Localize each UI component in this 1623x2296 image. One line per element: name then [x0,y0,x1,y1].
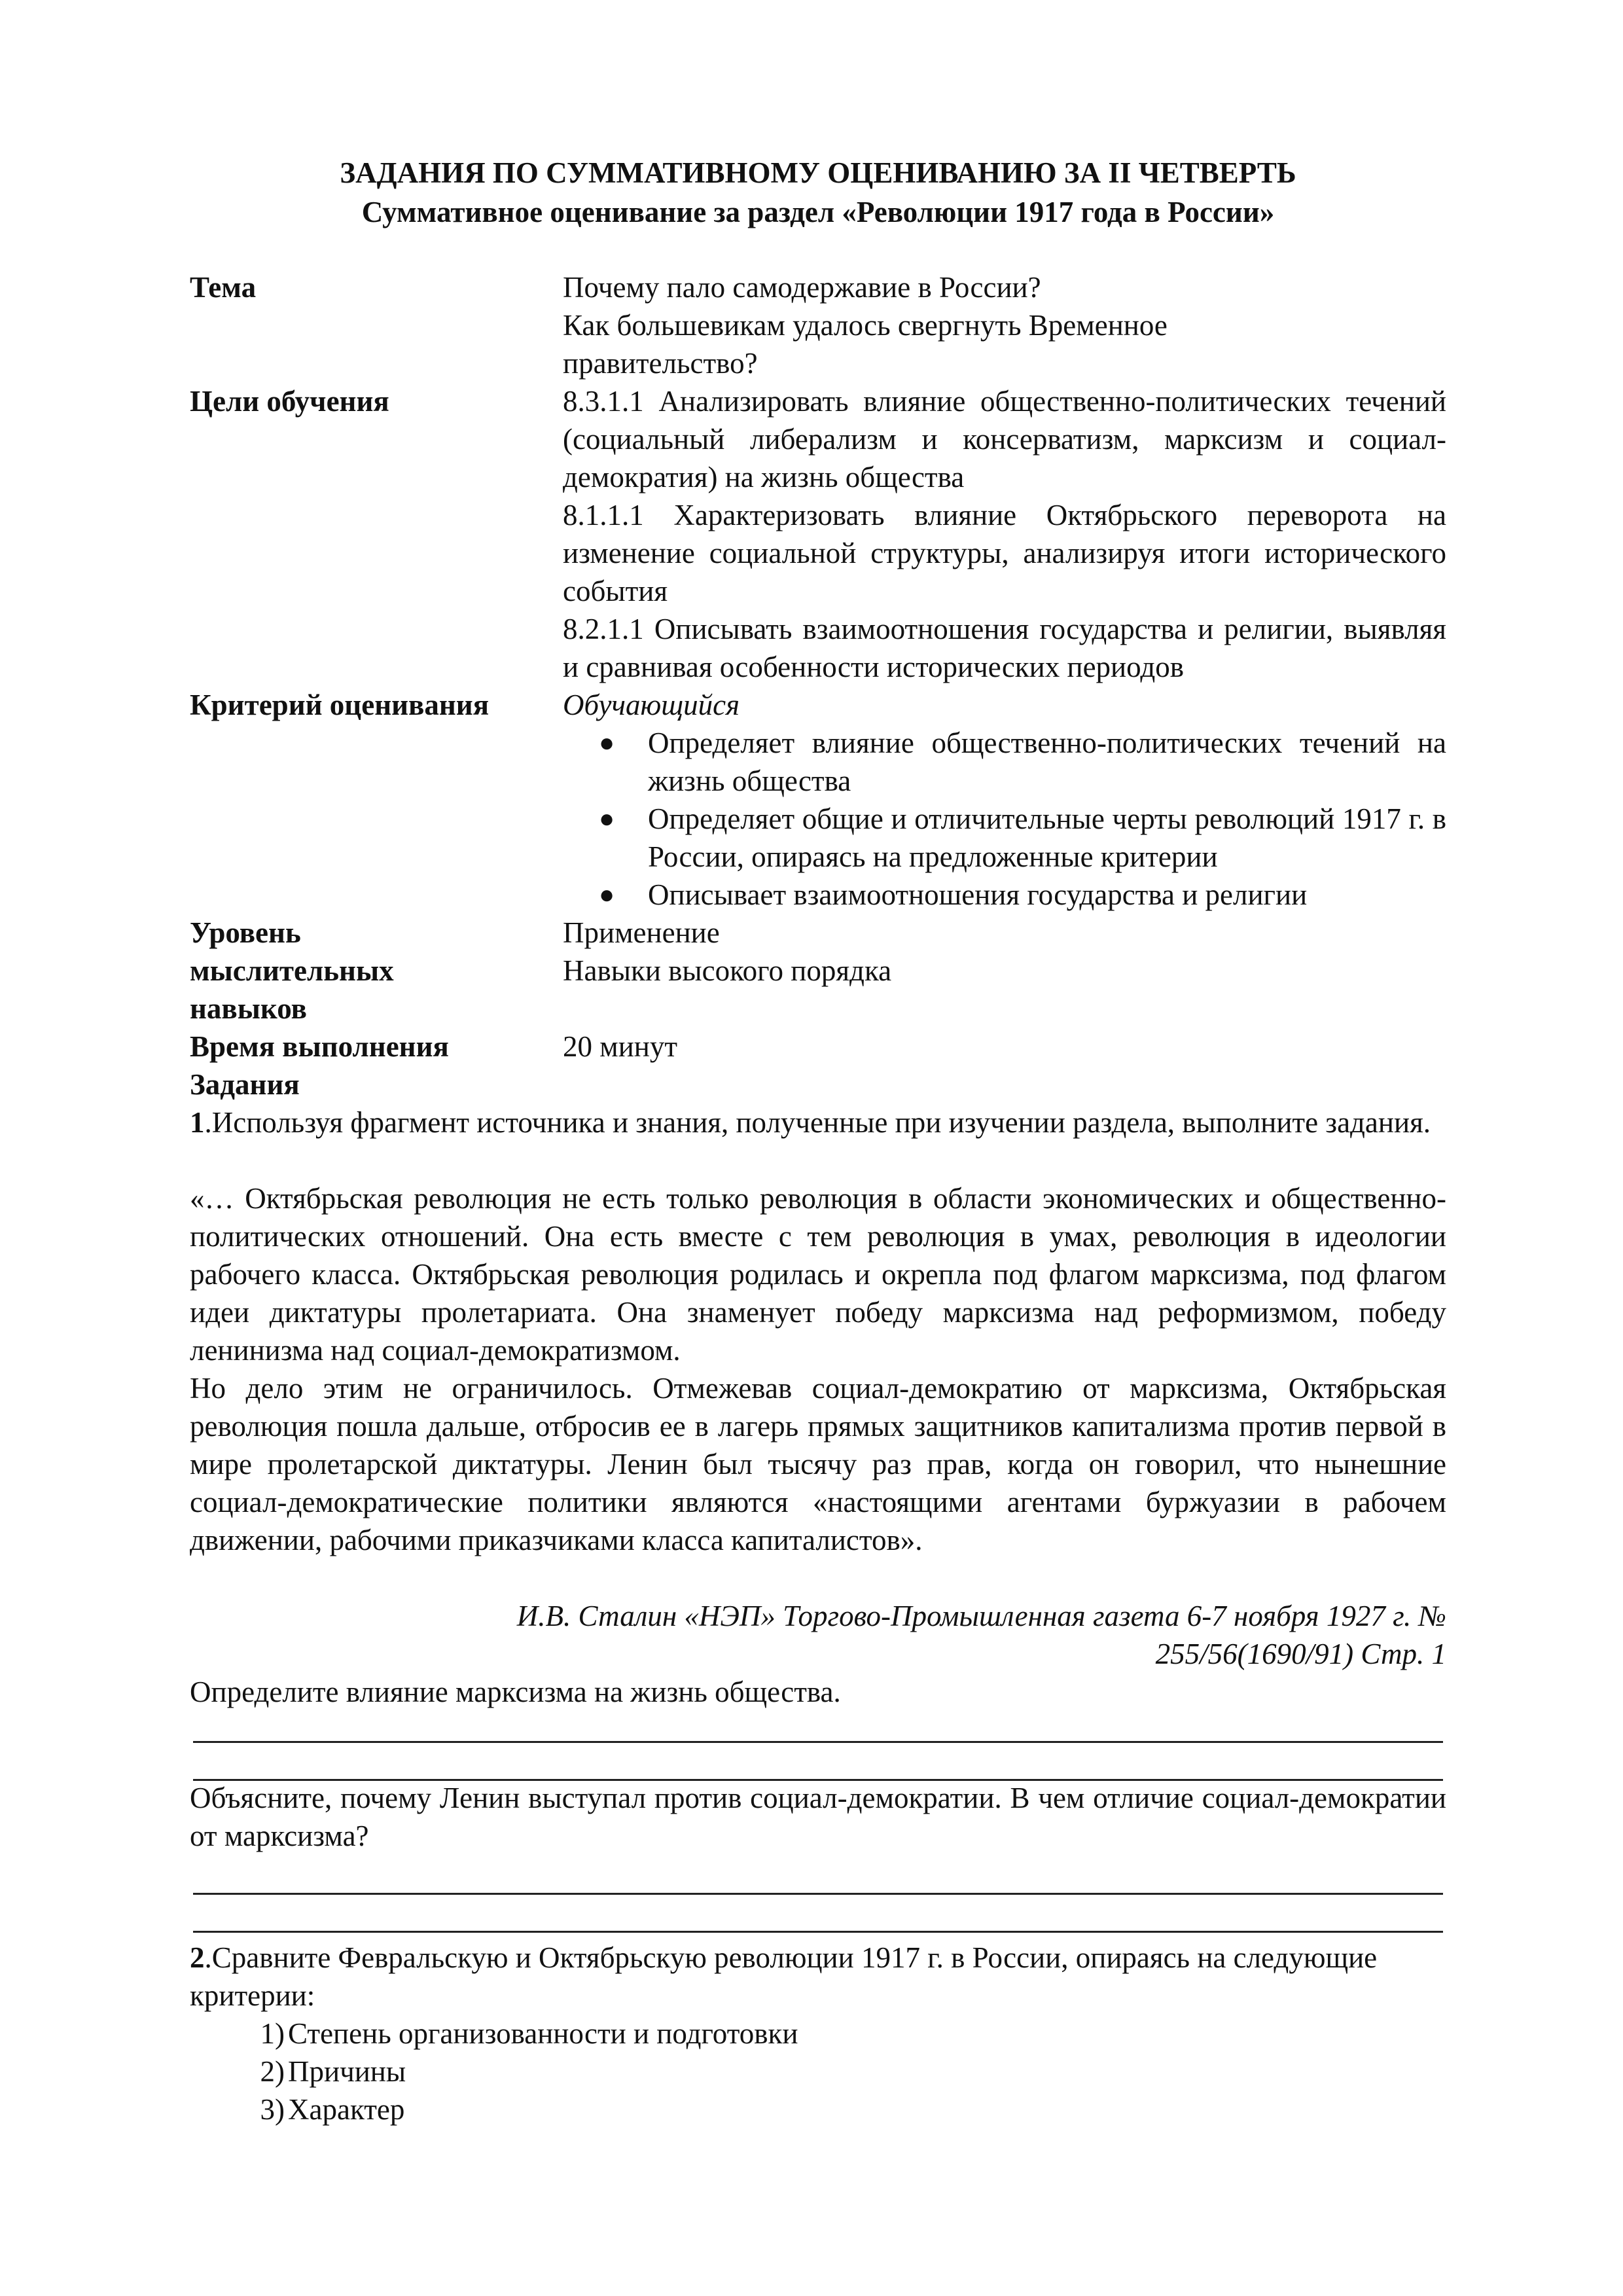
criteria-item: Определяет общие и отличительные черты революций 1917 г. в России, опираясь на предложенные критерии [648,802,1446,873]
goal-item: 8.3.1.1 Анализировать влияние общественно-политических течений (социальный либерализм и консерватизм, марксизм и социал-демократия) на жизнь общества [563,385,1446,493]
time-value: 20 минут [563,1030,678,1063]
bullet-icon: ● [599,880,615,909]
topic-line-3: правительство? [563,347,758,380]
goals-label: Цели обучения [190,385,389,418]
task1-intro-text: .Используя фрагмент источника и знания, полученные при изучении раздела, выполните задания. [204,1106,1431,1139]
topic-line-1: Почему пало самодержавие в России? [563,271,1041,304]
answer-line[interactable] [193,1893,1443,1895]
bullet-icon: ● [599,804,615,833]
task2-criterion: Характер [288,2093,405,2126]
goal-item: 8.1.1.1 Характеризовать влияние Октябрьского переворота на изменение социальной структуры, анализируя итоги исторического события [563,499,1446,607]
task2-criterion: Степень организованности и подготовки [288,2017,798,2050]
task2-criterion: Причины [288,2055,406,2088]
task1-question-2: Объясните, почему Ленин выступал против социал-демократии. В чем отличие социал-демократии от марксизма? [190,1782,1446,1852]
task1-question-1: Определите влияние марксизма на жизнь общества. [190,1676,841,1708]
time-label: Время выполнения [190,1030,449,1063]
task1-number: 1 [190,1106,205,1139]
page-title: ЗАДАНИЯ ПО СУММАТИВНОМУ ОЦЕНИВАНИЮ ЗА II ЧЕТВЕРТЬ [340,156,1296,189]
answer-line[interactable] [193,1741,1443,1743]
level-item: Применение [563,916,720,949]
task2-criterion-number: 3) [260,2093,285,2126]
page-subtitle: Суммативное оценивание за раздел «Революции 1917 года в России» [361,196,1275,228]
goal-item: 8.2.1.1 Описывать взаимоотношения государства и религии, выявляя и сравнивая особенности исторических периодов [563,613,1446,683]
task1-source-line-1: И.В. Сталин «НЭП» Торгово-Промышленная газета 6-7 ноября 1927 г. № [516,1600,1446,1632]
task1-source-line-2: 255/56(1690/91) Стр. 1 [1155,1638,1446,1670]
task2-number: 2 [190,1941,205,1974]
levels-label-3: навыков [190,992,307,1025]
answer-line[interactable] [193,1931,1443,1933]
criteria-item: Определяет влияние общественно-политических течений на жизнь общества [648,726,1446,797]
tasks-label: Задания [190,1068,300,1101]
criteria-item: Описывает взаимоотношения государства и религии [648,878,1308,911]
task1-quote-paragraph-2: Но дело этим не ограничилось. Отмежевав социал-демократию от марксизма, Октябрьская революция пошла дальше, отбросив ее в лагерь прямых защитников капитализма против первой в мире пролетарской диктатуры. Ленин был тысячу раз прав, когда он говорил, что нынешние социал-демократические политики являются «настоящими агентами буржуазии в рабочем движении, рабочими приказчиками класса капиталистов». [190,1372,1446,1556]
task1-quote-paragraph-1: «… Октябрьская революция не есть только революция в области экономических и общественно-политических отношений. Она есть вместе с тем революция в умах, революция в идеологии рабочего класса. Октябрьская революция родилась и окрепла под флагом марксизма, под флагом идеи диктатуры пролетариата. Она знаменует победу марксизма над реформизмом, победу ленинизма над социал-демократизмом. [190,1182,1446,1367]
bullet-icon: ● [599,728,615,757]
criteria-label: Критерий оценивания [190,689,490,721]
criteria-intro: Обучающийся [563,689,740,721]
topic-label: Тема [190,271,257,304]
task1-intro [190,1103,1446,1141]
task2-intro-text: .Сравните Февральскую и Октябрьскую революции 1917 г. в России, опираясь на следующие критерии: [190,1941,1378,2012]
level-item: Навыки высокого порядка [563,954,892,987]
task2-intro [190,1939,1446,2015]
task2-criterion-number: 2) [260,2055,285,2088]
levels-label-2: мыслительных [190,954,394,987]
topic-line-2: Как большевикам удалось свергнуть Временное [563,309,1168,342]
task2-criterion-number: 1) [260,2017,285,2050]
levels-label-1: Уровень [190,916,301,949]
